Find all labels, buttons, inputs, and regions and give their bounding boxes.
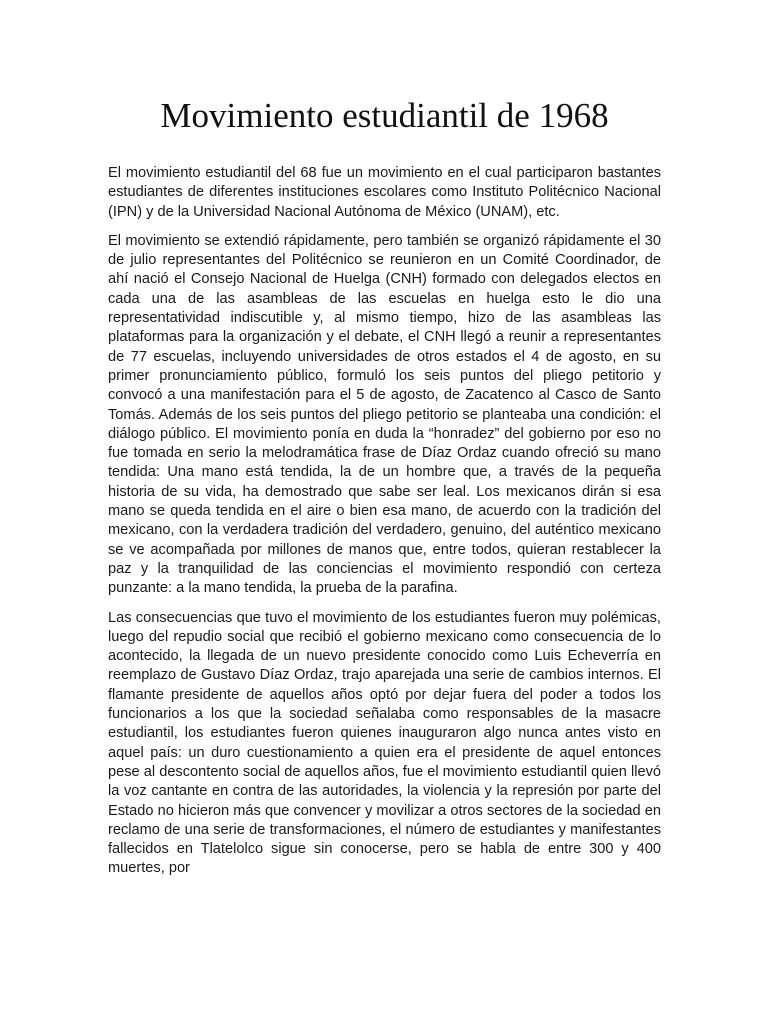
- paragraph-consequences: Las consecuencias que tuvo el movimiento de los estudiantes fueron muy polémicas, luego del repudio social que recibió el gobierno mexicano como consecuencia de lo acontecido, la llegada de un nuevo presidente conocido como Luis Echeverría en reemplazo de Gustavo Díaz Ordaz, trajo aparejada una serie de cambios internos. El flamante presidente de aquellos años optó por dejar fuera del poder a todos los funcionarios a los que la sociedad señalaba como responsables de la masacre estudiantil, los estudiantes fueron quienes inauguraron algo nunca antes visto en aquel país: un duro cuestionamiento a quien era el presidente de aquel entonces pese al descontento social de aquellos años, fue el movimiento estudiantil quien llevó la voz cantante en contra de las autoridades, la violencia y la represión por parte del Estado no hicieron más que convencer y movilizar a otros sectores de la sociedad en reclamo de una serie de transformaciones, el número de estudiantes y manifestantes fallecidos en Tlatelolco sigue sin conocerse, pero se habla de entre 300 y 400 muertes, por: [108, 609, 661, 877]
- document-title: Movimiento estudiantil de 1968: [160, 96, 609, 135]
- paragraph-intro: El movimiento estudiantil del 68 fue un movimiento en el cual participaron bastantes estudiantes de diferentes instituciones escolares como Instituto Politécnico Nacional (IPN) y de la Universidad Nacional Autónoma de México (UNAM), etc.: [108, 165, 661, 220]
- paragraph-organization: El movimiento se extendió rápidamente, pero también se organizó rápidamente el 30 de julio representantes del Politécnico se reunieron en un Comité Coordinador, de ahí nació el Consejo Nacional de Huelga (CNH) formado con delegados electos en cada una de las asambleas de las escuelas en huelga esto le dio una representatividad indiscutible y, al mismo tiempo, hizo de las asambleas las plataformas para la organización y el debate, el CNH llegó a reunir a representantes de 77 escuelas, incluyendo universidades de otros estados el 4 de agosto, en su primer pronunciamiento público, formuló los seis puntos del pliego petitorio y convocó a una manifestación para el 5 de agosto, de Zacatenco al Casco de Santo Tomás. Además de los seis puntos del pliego petitorio se planteaba una condición: el diálogo público. El movimiento ponía en duda la “honradez” del gobierno por eso no fue tomada en serio la melodramática frase de Díaz Ordaz cuando ofreció su mano tendida: Una mano está tendida, la de un hombre que, a través de la pequeña historia de su vida, ha demostrado que sabe ser leal. Los mexicanos dirán si esa mano se queda tendida en el aire o bien esa mano, de acuerdo con la tradición del mexicano, con la verdadera tradición del verdadero, genuino, del auténtico mexicano se ve acompañada por millones de manos que, entre todos, quieran restablecer la paz y la tranquilidad de las conciencias el movimiento respondió con certeza punzante: a la mano tendida, la prueba de la parafina.: [108, 232, 661, 597]
